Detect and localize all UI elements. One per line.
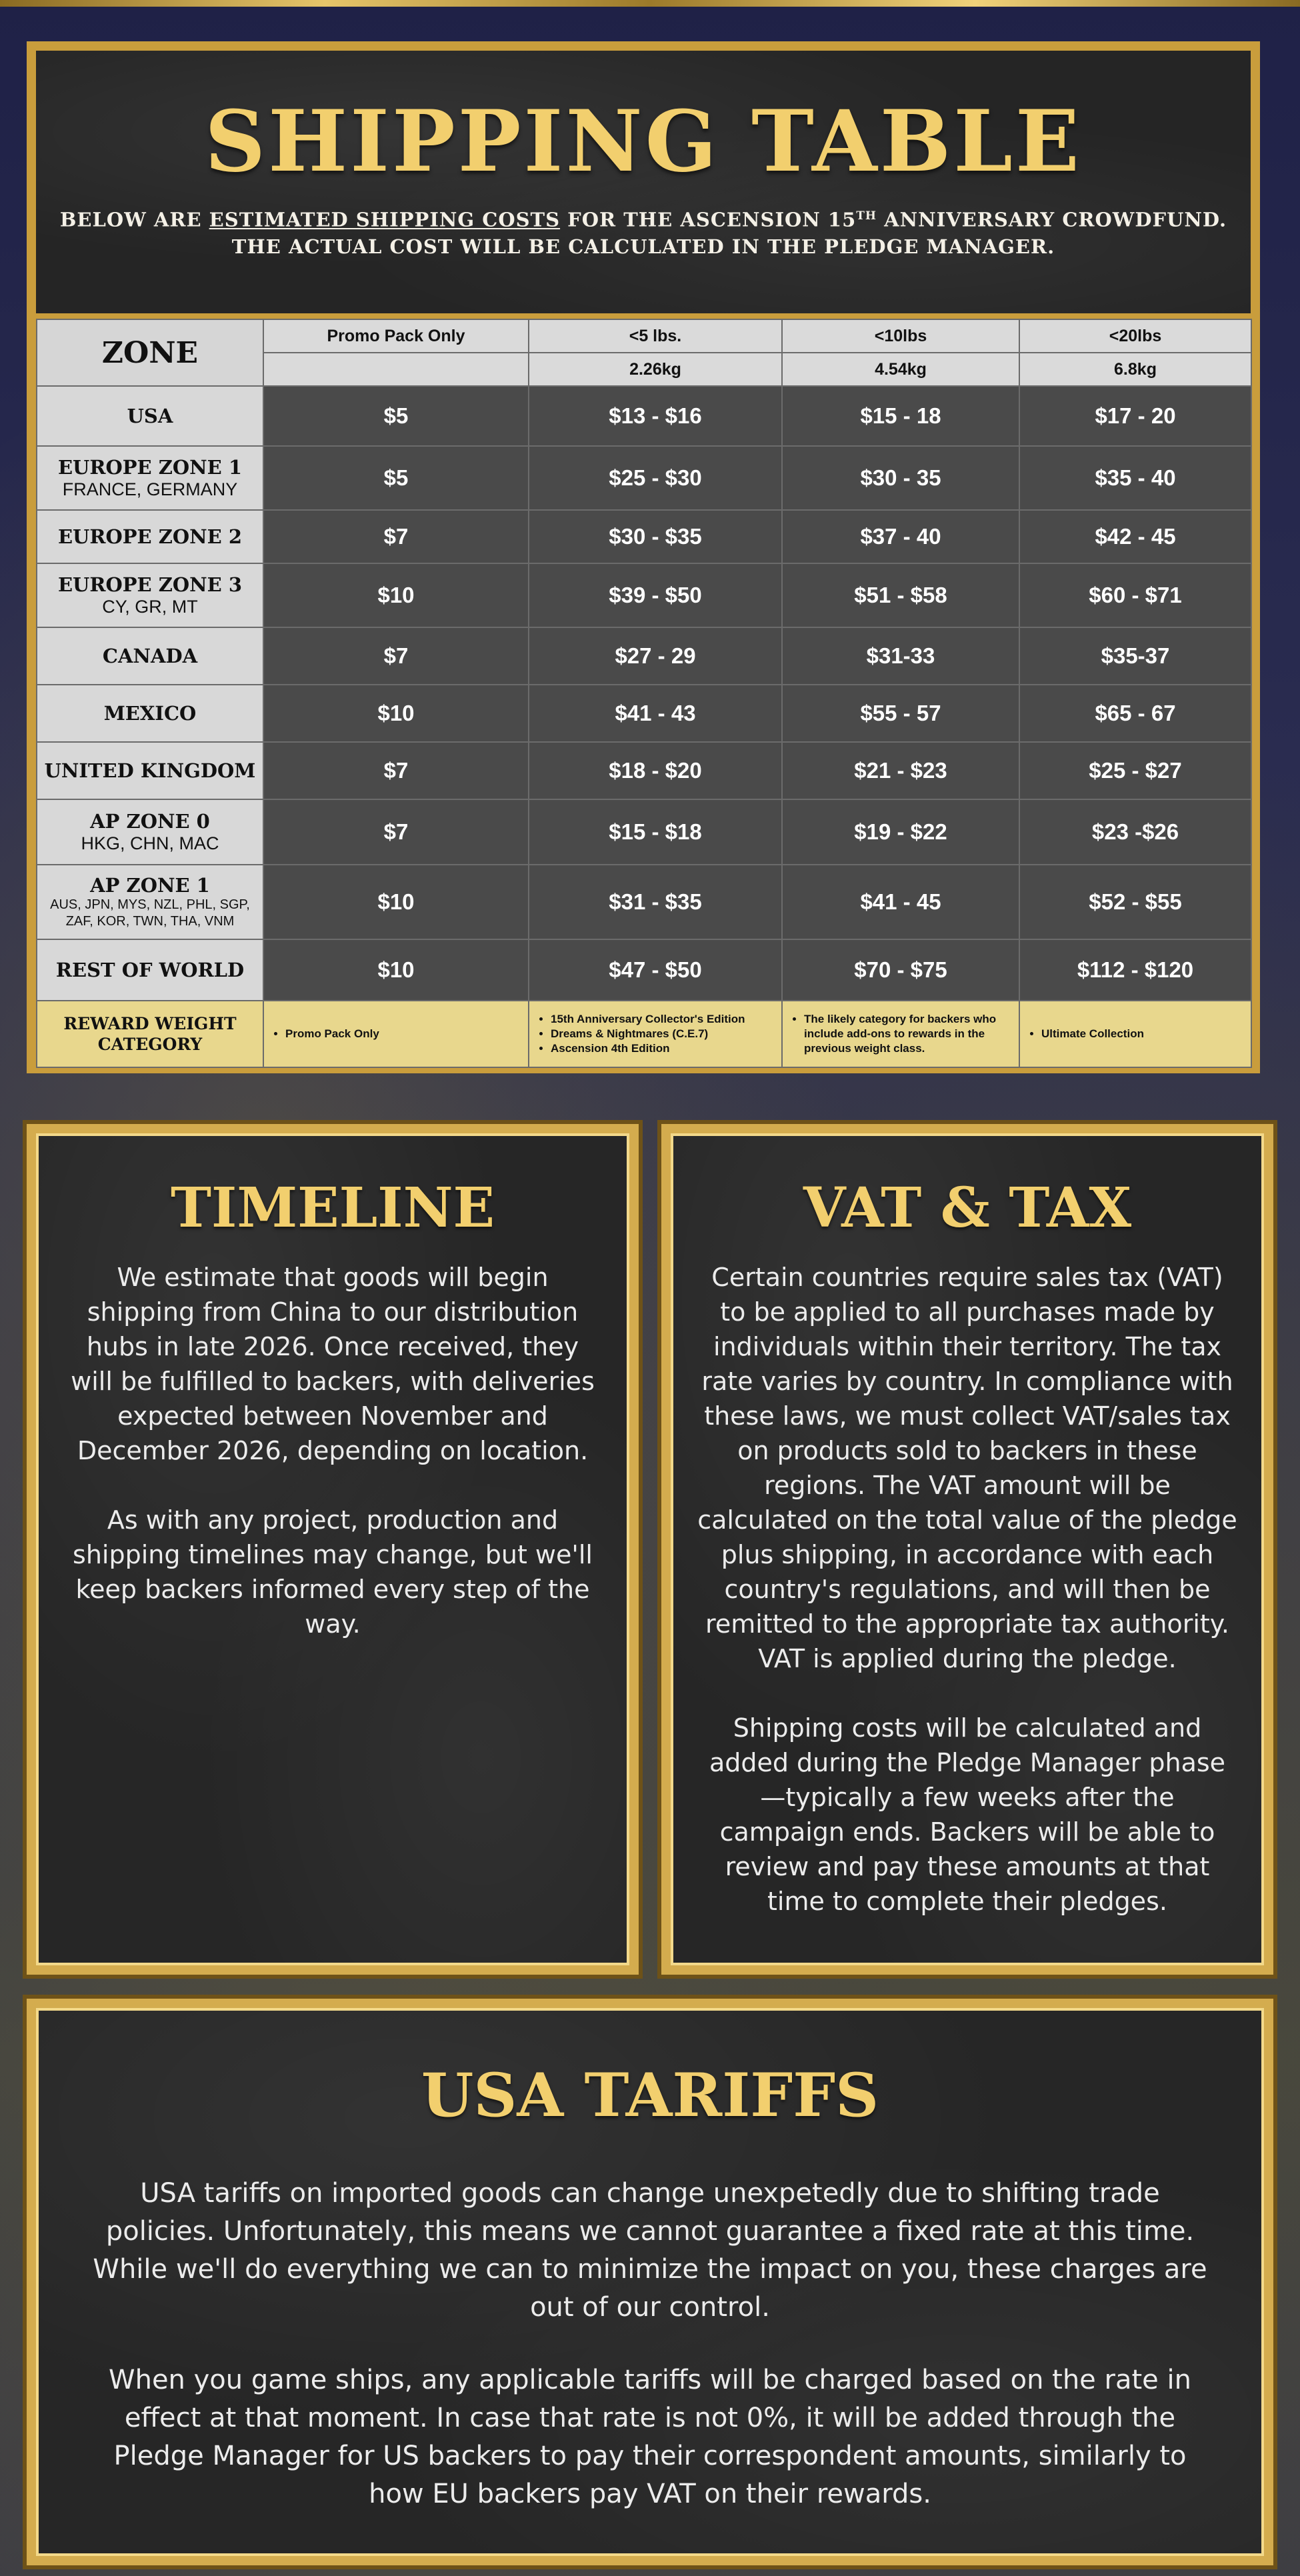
shipping-table: [36, 319, 1252, 1068]
price-cell-promo: $7: [263, 799, 529, 865]
price-cell-promo: $7: [263, 510, 529, 563]
zone-cell: [37, 799, 263, 865]
zone-cell: [37, 742, 263, 799]
timeline-panel: [27, 1124, 639, 1975]
price-cell-lt5: $18 - $20: [529, 742, 782, 799]
zone-countries: AUS, JPN, MYS, NZL, PHL, SGP, ZAF, KOR, TWN, THA, VNM: [50, 897, 250, 929]
price-cell-lt20: $23 -$26: [1019, 799, 1251, 865]
zone-name: CANADA: [102, 645, 198, 667]
price-cell-lt10: $31-33: [782, 627, 1019, 685]
reward-weight-row: [37, 1001, 1251, 1067]
price-cell-lt10: $37 - 40: [782, 510, 1019, 563]
tariffs-panel: [27, 1999, 1273, 2565]
table-row: [37, 563, 1251, 627]
column-header-lt10: <10lbs: [782, 319, 1019, 353]
timeline-body: [63, 1260, 603, 1641]
reward-item: • Ascension 4th Edition: [551, 1041, 781, 1056]
price-cell-promo: $10: [263, 685, 529, 742]
reward-cell-lt5: [529, 1001, 782, 1067]
price-cell-lt20: $52 - $55: [1019, 865, 1251, 939]
tariffs-body: [83, 2175, 1217, 2513]
column-weight-promo: [263, 353, 529, 386]
price-cell-promo: $10: [263, 865, 529, 939]
table-row: [37, 510, 1251, 563]
timeline-title: TIMELINE: [170, 1176, 495, 1240]
zone-header: ZONE: [37, 319, 263, 386]
price-cell-lt5: $13 - $16: [529, 386, 782, 446]
shipping-header: [27, 41, 1260, 321]
price-cell-lt20: $112 - $120: [1019, 939, 1251, 1001]
price-cell-lt5: $27 - 29: [529, 627, 782, 685]
tariffs-paragraph-1: USA tariffs on imported goods can change unexpetedly due to shifting trade policies. Unfortunately, this means we cannot guarantee a fixed rate at this time. While we'll do everything we can to minimize the impact on you, these charges are out of our control.: [93, 2178, 1207, 2323]
price-cell-lt10: $41 - 45: [782, 865, 1019, 939]
table-row: [37, 386, 1251, 446]
price-cell-lt20: $35-37: [1019, 627, 1251, 685]
price-cell-promo: $10: [263, 939, 529, 1001]
zone-name: REST OF WORLD: [55, 959, 245, 981]
subtitle-sup: TH: [856, 209, 877, 223]
reward-cell-lt20: [1019, 1001, 1251, 1067]
subtitle-line2: THE ACTUAL COST WILL BE CALCULATED IN THE PLEDGE MANAGER.: [231, 235, 1055, 258]
page-title: SHIPPING TABLE: [205, 92, 1082, 191]
table-row: [37, 865, 1251, 939]
tariffs-title: USA TARIFFS: [421, 2060, 879, 2131]
reward-item: • Promo Pack Only: [285, 1027, 528, 1041]
zone-name: USA: [127, 405, 173, 427]
subtitle-underlined: ESTIMATED SHIPPING COSTS: [209, 208, 561, 231]
price-cell-lt10: $70 - $75: [782, 939, 1019, 1001]
price-cell-lt20: $60 - $71: [1019, 563, 1251, 627]
price-cell-lt5: $31 - $35: [529, 865, 782, 939]
price-cell-lt20: $25 - $27: [1019, 742, 1251, 799]
subtitle-prefix: BELOW ARE: [59, 208, 209, 231]
column-weight-lt10: 4.54kg: [782, 353, 1019, 386]
zone-name: MEXICO: [103, 702, 197, 725]
zone-name: EUROPE ZONE 3: [57, 573, 243, 596]
price-cell-lt10: $21 - $23: [782, 742, 1019, 799]
table-row: [37, 939, 1251, 1001]
price-cell-promo: $7: [263, 627, 529, 685]
header-subtitle: [36, 203, 1251, 260]
reward-item: • Ultimate Collection: [1041, 1027, 1251, 1041]
top-gold-strip: [0, 0, 1300, 7]
column-weight-lt5: 2.26kg: [529, 353, 782, 386]
zone-cell: [37, 563, 263, 627]
price-cell-lt5: $47 - $50: [529, 939, 782, 1001]
price-cell-lt20: $17 - 20: [1019, 386, 1251, 446]
vat-paragraph-1: Certain countries require sales tax (VAT) to be applied to all purchases made by individuals within their territory. The tax rate varies by country. In compliance with these laws, we must collect VAT/sales tax on products sold to backers in these regions. The VAT amount will be calculated on the total value of the pledge plus shipping, in accordance with each country's regulations, and will then be remitted to the appropriate tax authority. VAT is applied during the pledge.: [697, 1263, 1237, 1673]
table-row: [37, 627, 1251, 685]
price-cell-lt20: $65 - 67: [1019, 685, 1251, 742]
price-cell-promo: $5: [263, 446, 529, 510]
price-cell-lt5: $15 - $18: [529, 799, 782, 865]
zone-name: EUROPE ZONE 2: [57, 525, 243, 548]
price-cell-lt5: $25 - $30: [529, 446, 782, 510]
zone-cell: [37, 627, 263, 685]
zone-name: AP ZONE 1: [90, 874, 210, 897]
tariffs-paragraph-2: When you game ships, any applicable tariffs will be charged based on the rate in effect at that moment. In case that rate is not 0%, it will be added through the Pledge Manager for US backers to pay their correspondent amounts, similarly to how EU backers pay VAT on their rewards.: [109, 2365, 1191, 2509]
price-cell-promo: $7: [263, 742, 529, 799]
column-header-lt5: <5 lbs.: [529, 319, 782, 353]
price-cell-promo: $10: [263, 563, 529, 627]
price-cell-lt5: $39 - $50: [529, 563, 782, 627]
price-cell-lt5: $30 - $35: [529, 510, 782, 563]
price-cell-lt5: $41 - 43: [529, 685, 782, 742]
zone-countries: HKG, CHN, MAC: [81, 833, 219, 853]
column-header-promo: Promo Pack Only: [263, 319, 529, 353]
column-header-lt20: <20lbs: [1019, 319, 1251, 353]
shipping-table-frame: [27, 313, 1260, 1073]
zone-cell: [37, 865, 263, 939]
vat-body: [697, 1260, 1237, 1919]
column-weight-lt20: 6.8kg: [1019, 353, 1251, 386]
timeline-paragraph-1: We estimate that goods will begin shipping from China to our distribution hubs in late 2026. Once received, they will be fulfilled to backers, with deliveries expected between November and December 2026, depending on location.: [71, 1263, 595, 1465]
zone-name: AP ZONE 0: [90, 810, 210, 833]
price-cell-lt20: $35 - 40: [1019, 446, 1251, 510]
zone-cell: [37, 939, 263, 1001]
vat-paragraph-2: Shipping costs will be calculated and added during the Pledge Manager phase—typically a few weeks after the campaign ends. Backers will be able to review and pay these amounts at that time to complete their pledges.: [709, 1713, 1226, 1916]
price-cell-lt10: $19 - $22: [782, 799, 1019, 865]
price-cell-lt10: $30 - 35: [782, 446, 1019, 510]
price-cell-lt20: $42 - 45: [1019, 510, 1251, 563]
reward-item: • Dreams & Nightmares (C.E.7): [551, 1027, 781, 1041]
zone-name: EUROPE ZONE 1: [57, 456, 243, 479]
zone-cell: [37, 510, 263, 563]
vat-panel: [661, 1124, 1273, 1975]
zone-cell: [37, 386, 263, 446]
zone-cell: [37, 685, 263, 742]
price-cell-promo: $5: [263, 386, 529, 446]
table-row: [37, 799, 1251, 865]
table-row: [37, 742, 1251, 799]
subtitle-end: ANNIVERSARY CROWDFUND.: [876, 208, 1227, 231]
reward-cell-promo: [263, 1001, 529, 1067]
vat-title: VAT & TAX: [803, 1176, 1132, 1240]
reward-weight-label: REWARD WEIGHT CATEGORY: [37, 1001, 263, 1067]
price-cell-lt10: $55 - 57: [782, 685, 1019, 742]
zone-name: UNITED KINGDOM: [44, 759, 256, 782]
price-cell-lt10: $51 - $58: [782, 563, 1019, 627]
table-row: [37, 446, 1251, 510]
table-row: [37, 685, 1251, 742]
reward-item: • The likely category for backers who include add-ons to rewards in the previous weight class.: [804, 1012, 1019, 1056]
zone-cell: [37, 446, 263, 510]
reward-cell-lt10: [782, 1001, 1019, 1067]
zone-countries: FRANCE, GERMANY: [62, 479, 238, 499]
zone-countries: CY, GR, MT: [102, 597, 198, 617]
reward-item: • 15th Anniversary Collector's Edition: [551, 1012, 781, 1027]
subtitle-suffix: FOR THE ASCENSION 15: [560, 208, 857, 231]
price-cell-lt10: $15 - 18: [782, 386, 1019, 446]
timeline-paragraph-2: As with any project, production and shipping timelines may change, but we'll keep backers informed every step of the way.: [73, 1505, 593, 1639]
